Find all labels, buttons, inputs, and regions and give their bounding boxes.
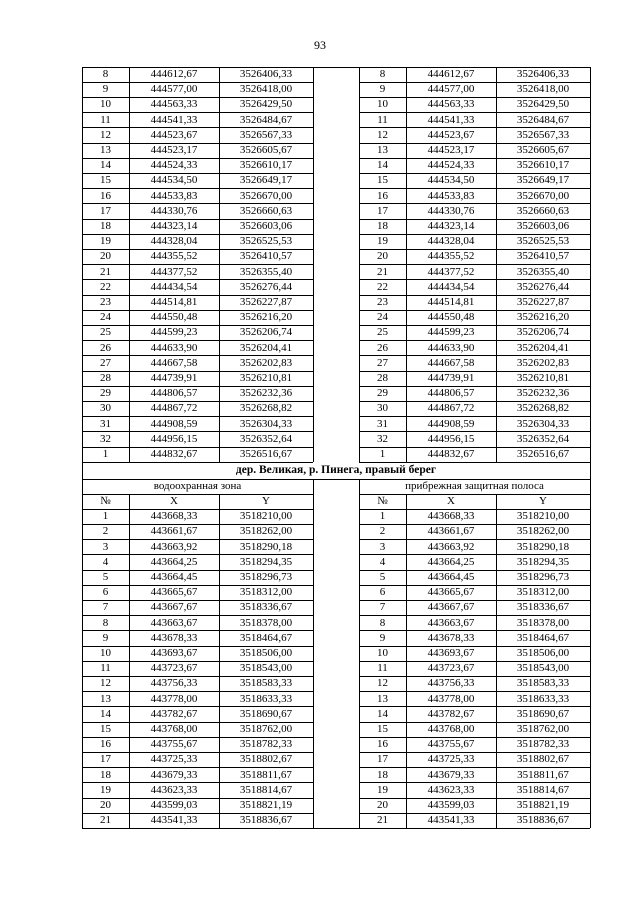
y-coordinate: 3526603,06 — [516, 220, 570, 232]
point-number: 8 — [102, 68, 109, 80]
y-coordinate: 3518762,00 — [516, 723, 570, 735]
point-number: 9 — [379, 83, 386, 96]
point-number: 21 — [377, 814, 388, 827]
point-number: 12 — [100, 128, 111, 141]
x-coordinate: 444514,81 — [427, 296, 475, 308]
y-coordinate: 3526567,33 — [239, 128, 293, 141]
y-coordinate: 3518543,00 — [239, 662, 293, 675]
x-coordinate: 444739,91 — [150, 372, 198, 384]
x-coordinate: 443663,67 — [427, 616, 475, 629]
x-coordinate: 444355,52 — [150, 250, 198, 263]
point-number: 7 — [379, 601, 386, 614]
x-coordinate: 444563,33 — [150, 98, 198, 111]
x-coordinate: 443541,33 — [150, 814, 198, 827]
x-coordinate: 444434,54 — [150, 280, 198, 293]
x-coordinate: 444633,90 — [150, 341, 198, 354]
point-number: 19 — [377, 235, 388, 248]
x-coordinate: 443663,67 — [150, 616, 198, 629]
x-coordinate: 444577,00 — [150, 83, 198, 96]
y-coordinate: 3518633,33 — [239, 692, 293, 705]
x-coordinate: 444524,33 — [150, 159, 198, 172]
x-coordinate: 443663,92 — [427, 540, 475, 553]
x-coordinate: 444541,33 — [427, 113, 475, 126]
x-coordinate: 443755,67 — [427, 738, 475, 751]
x-coordinate: 443664,25 — [150, 555, 198, 568]
y-coordinate: 3526610,17 — [516, 159, 570, 172]
y-coordinate: 3526202,83 — [516, 356, 570, 369]
y-coordinate: 3518336,67 — [239, 601, 293, 614]
y-coordinate: 3526525,53 — [239, 235, 293, 248]
point-number: 13 — [377, 144, 388, 156]
x-coordinate: 444612,67 — [427, 68, 475, 80]
x-coordinate: 443756,33 — [150, 677, 198, 690]
point-number: 15 — [100, 174, 111, 187]
point-number: 1 — [379, 448, 386, 460]
x-coordinate: 444832,67 — [150, 448, 198, 460]
x-coordinate: 443668,33 — [427, 510, 475, 523]
point-number: 26 — [377, 341, 388, 354]
x-coordinate: 444355,52 — [427, 250, 475, 263]
point-number: 15 — [377, 723, 388, 735]
y-coordinate: 3526605,67 — [239, 144, 293, 156]
point-number: 17 — [100, 753, 111, 766]
x-coordinate: 443668,33 — [150, 510, 198, 523]
y-coordinate: 3518811,67 — [240, 768, 292, 781]
y-coordinate: 3518690,67 — [239, 707, 293, 720]
x-coordinate: 443756,33 — [427, 677, 475, 690]
column-header-x: X — [170, 495, 178, 508]
y-coordinate: 3518836,67 — [239, 814, 293, 827]
y-coordinate: 3526227,87 — [516, 296, 570, 308]
y-coordinate: 3526418,00 — [239, 83, 293, 96]
y-coordinate: 3518802,67 — [239, 753, 293, 766]
point-number: 30 — [100, 402, 111, 415]
y-coordinate: 3526410,57 — [516, 250, 570, 263]
point-number: 18 — [377, 220, 388, 232]
x-coordinate: 443541,33 — [427, 814, 475, 827]
point-number: 2 — [379, 525, 386, 538]
point-number: 13 — [377, 692, 388, 705]
x-coordinate: 444377,52 — [150, 265, 198, 278]
y-coordinate: 3526216,20 — [516, 311, 570, 324]
point-number: 22 — [377, 280, 388, 293]
y-coordinate: 3518690,67 — [516, 707, 570, 720]
y-coordinate: 3526206,74 — [516, 326, 570, 339]
y-coordinate: 3526406,33 — [239, 68, 293, 80]
point-number: 12 — [377, 677, 388, 690]
y-coordinate: 3518836,67 — [516, 814, 570, 827]
x-coordinate: 443678,33 — [150, 631, 198, 644]
column-header-number: № — [377, 495, 388, 508]
x-coordinate: 444523,67 — [150, 128, 198, 141]
point-number: 29 — [100, 387, 111, 400]
x-coordinate: 443725,33 — [427, 753, 475, 766]
x-coordinate: 444523,17 — [427, 144, 475, 156]
point-number: 11 — [100, 113, 111, 126]
point-number: 8 — [102, 616, 109, 629]
point-number: 19 — [100, 235, 111, 248]
y-coordinate: 3526210,81 — [516, 372, 570, 384]
x-coordinate: 443768,00 — [150, 723, 198, 735]
point-number: 17 — [100, 204, 111, 217]
x-coordinate: 443778,00 — [427, 692, 475, 705]
y-coordinate: 3526304,33 — [239, 417, 293, 430]
y-coordinate: 3518464,67 — [239, 631, 293, 644]
x-coordinate: 444550,48 — [150, 311, 198, 324]
point-number: 13 — [100, 144, 111, 156]
point-number: 21 — [100, 265, 111, 278]
point-number: 18 — [100, 220, 111, 232]
point-number: 10 — [100, 98, 111, 111]
y-coordinate: 3526603,06 — [239, 220, 293, 232]
x-coordinate: 444599,23 — [427, 326, 475, 339]
point-number: 12 — [377, 128, 388, 141]
x-coordinate: 443679,33 — [150, 768, 198, 781]
y-coordinate: 3518378,00 — [239, 616, 293, 629]
point-number: 10 — [377, 98, 388, 111]
column-header-y: Y — [539, 495, 547, 508]
y-coordinate: 3526406,33 — [516, 68, 570, 80]
x-coordinate: 443778,00 — [150, 692, 198, 705]
x-coordinate: 444908,59 — [150, 417, 198, 430]
y-coordinate: 3526216,20 — [239, 311, 293, 324]
point-number: 14 — [100, 159, 111, 172]
point-number: 15 — [377, 174, 388, 187]
x-coordinate: 444377,52 — [427, 265, 475, 278]
x-coordinate: 443599,03 — [150, 799, 198, 811]
point-number: 20 — [100, 799, 111, 811]
x-coordinate: 444667,58 — [150, 356, 198, 369]
point-number: 19 — [377, 783, 388, 796]
x-coordinate: 444550,48 — [427, 311, 475, 324]
x-coordinate: 444667,58 — [427, 356, 475, 369]
point-number: 5 — [102, 571, 109, 583]
x-coordinate: 444328,04 — [150, 235, 198, 248]
x-coordinate: 444612,67 — [150, 68, 198, 80]
point-number: 18 — [377, 768, 388, 781]
point-number: 17 — [377, 753, 388, 766]
x-coordinate: 443663,92 — [150, 540, 198, 553]
y-coordinate: 3526610,17 — [239, 159, 293, 172]
x-coordinate: 443623,33 — [150, 783, 198, 796]
page-number: 93 — [314, 38, 326, 52]
point-number: 18 — [100, 768, 111, 781]
y-coordinate: 3526268,82 — [516, 402, 570, 415]
point-number: 13 — [100, 692, 111, 705]
point-number: 16 — [377, 189, 388, 202]
x-coordinate: 444323,14 — [150, 220, 198, 232]
y-coordinate: 3518583,33 — [239, 677, 293, 690]
y-coordinate: 3526567,33 — [516, 128, 570, 141]
water-protection-zone-caption: водоохранная зона — [153, 480, 242, 493]
y-coordinate: 3526660,63 — [516, 204, 570, 217]
y-coordinate: 3526304,33 — [516, 417, 570, 430]
y-coordinate: 3518762,00 — [239, 723, 293, 735]
x-coordinate: 443678,33 — [427, 631, 475, 644]
point-number: 11 — [100, 662, 111, 675]
y-coordinate: 3518294,35 — [516, 555, 570, 568]
x-coordinate: 444867,72 — [150, 402, 198, 415]
y-coordinate: 3526670,00 — [239, 189, 293, 202]
x-coordinate: 444524,33 — [427, 159, 475, 172]
y-coordinate: 3526352,64 — [239, 432, 293, 445]
point-number: 28 — [100, 372, 111, 384]
coastal-protective-strip-caption: прибрежная защитная полоса — [405, 480, 544, 493]
x-coordinate: 444956,15 — [150, 432, 198, 445]
point-number: 2 — [102, 525, 109, 538]
y-coordinate: 3518296,73 — [516, 571, 570, 583]
y-coordinate: 3518210,00 — [239, 510, 293, 523]
y-coordinate: 3518583,33 — [516, 677, 570, 690]
y-coordinate: 3526202,83 — [239, 356, 293, 369]
y-coordinate: 3518290,18 — [239, 540, 293, 553]
y-coordinate: 3518543,00 — [516, 662, 570, 675]
y-coordinate: 3526605,67 — [516, 144, 570, 156]
x-coordinate: 443623,33 — [427, 783, 475, 796]
point-number: 10 — [377, 647, 388, 659]
x-coordinate: 444599,23 — [150, 326, 198, 339]
section-title: дер. Великая, р. Пинега, правый берег — [235, 464, 437, 477]
y-coordinate: 3526210,81 — [239, 372, 293, 384]
y-coordinate: 3518506,00 — [239, 647, 293, 659]
point-number: 31 — [100, 417, 111, 430]
point-number: 5 — [379, 571, 386, 583]
y-coordinate: 3526232,36 — [516, 387, 570, 400]
point-number: 17 — [377, 204, 388, 217]
x-coordinate: 444323,14 — [427, 220, 475, 232]
y-coordinate: 3526525,53 — [516, 235, 570, 248]
point-number: 31 — [377, 417, 388, 430]
y-coordinate: 3526232,36 — [239, 387, 293, 400]
point-number: 24 — [100, 311, 111, 324]
y-coordinate: 3518814,67 — [516, 783, 570, 796]
x-coordinate: 443667,67 — [150, 601, 198, 614]
x-coordinate: 444533,83 — [427, 189, 475, 202]
y-coordinate: 3526484,67 — [239, 113, 293, 126]
point-number: 1 — [379, 510, 386, 523]
x-coordinate: 443725,33 — [150, 753, 198, 766]
point-number: 27 — [377, 356, 388, 369]
point-number: 3 — [102, 540, 109, 553]
point-number: 14 — [377, 159, 388, 172]
point-number: 28 — [377, 372, 388, 384]
x-coordinate: 443693,67 — [427, 647, 475, 659]
y-coordinate: 3526355,40 — [516, 265, 570, 278]
point-number: 21 — [100, 814, 111, 827]
x-coordinate: 444523,67 — [427, 128, 475, 141]
point-number: 15 — [100, 723, 111, 735]
column-header-number: № — [100, 495, 111, 508]
point-number: 22 — [100, 280, 111, 293]
point-number: 32 — [377, 432, 388, 445]
y-coordinate: 3526410,57 — [239, 250, 293, 263]
point-number: 26 — [100, 341, 111, 354]
x-coordinate: 444328,04 — [427, 235, 475, 248]
x-coordinate: 444434,54 — [427, 280, 475, 293]
x-coordinate: 443661,67 — [150, 525, 198, 538]
point-number: 4 — [102, 555, 109, 568]
y-coordinate: 3526660,63 — [239, 204, 293, 217]
x-coordinate: 444908,59 — [427, 417, 475, 430]
y-coordinate: 3518814,67 — [239, 783, 293, 796]
point-number: 12 — [100, 677, 111, 690]
point-number: 27 — [100, 356, 111, 369]
point-number: 23 — [100, 296, 111, 308]
point-number: 24 — [377, 311, 388, 324]
point-number: 6 — [379, 586, 386, 599]
x-coordinate: 443723,67 — [427, 662, 475, 675]
x-coordinate: 443693,67 — [150, 647, 198, 659]
y-coordinate: 3526649,17 — [239, 174, 293, 187]
point-number: 16 — [377, 738, 388, 751]
point-number: 25 — [377, 326, 388, 339]
y-coordinate: 3518312,00 — [516, 586, 570, 599]
x-coordinate: 444541,33 — [150, 113, 198, 126]
point-number: 11 — [377, 662, 388, 675]
x-coordinate: 444533,83 — [150, 189, 198, 202]
y-coordinate: 3518633,33 — [516, 692, 570, 705]
y-coordinate: 3526352,64 — [516, 432, 570, 445]
x-coordinate: 443661,67 — [427, 525, 475, 538]
y-coordinate: 3526268,82 — [239, 402, 293, 415]
y-coordinate: 3518336,67 — [516, 601, 570, 614]
x-coordinate: 444514,81 — [150, 296, 198, 308]
y-coordinate: 3526418,00 — [516, 83, 570, 96]
y-coordinate: 3526204,41 — [516, 341, 570, 354]
point-number: 32 — [100, 432, 111, 445]
point-number: 19 — [100, 783, 111, 796]
x-coordinate: 444867,72 — [427, 402, 475, 415]
y-coordinate: 3518811,67 — [517, 768, 569, 781]
point-number: 8 — [379, 68, 386, 80]
point-number: 16 — [100, 189, 111, 202]
y-coordinate: 3518312,00 — [239, 586, 293, 599]
y-coordinate: 3526276,44 — [516, 280, 570, 293]
point-number: 14 — [377, 707, 388, 720]
x-coordinate: 444577,00 — [427, 83, 475, 96]
x-coordinate: 444523,17 — [150, 144, 198, 156]
x-coordinate: 444534,50 — [150, 174, 198, 187]
y-coordinate: 3518210,00 — [516, 510, 570, 523]
y-coordinate: 3526516,67 — [516, 448, 570, 460]
x-coordinate: 443782,67 — [150, 707, 198, 720]
x-coordinate: 443679,33 — [427, 768, 475, 781]
point-number: 8 — [379, 616, 386, 629]
point-number: 9 — [102, 83, 109, 96]
x-coordinate: 443664,45 — [150, 571, 198, 583]
x-coordinate: 443723,67 — [150, 662, 198, 675]
y-coordinate: 3518294,35 — [239, 555, 293, 568]
point-number: 1 — [102, 510, 109, 523]
point-number: 25 — [100, 326, 111, 339]
y-coordinate: 3526429,50 — [516, 98, 570, 111]
x-coordinate: 443667,67 — [427, 601, 475, 614]
y-coordinate: 3526670,00 — [516, 189, 570, 202]
column-header-y: Y — [262, 495, 270, 508]
x-coordinate: 443664,45 — [427, 571, 475, 583]
y-coordinate: 3518506,00 — [516, 647, 570, 659]
y-coordinate: 3526484,67 — [516, 113, 570, 126]
x-coordinate: 443664,25 — [427, 555, 475, 568]
y-coordinate: 3526206,74 — [239, 326, 293, 339]
point-number: 20 — [100, 250, 111, 263]
x-coordinate: 444806,57 — [427, 387, 475, 400]
x-coordinate: 443768,00 — [427, 723, 475, 735]
point-number: 7 — [102, 601, 109, 614]
x-coordinate: 444956,15 — [427, 432, 475, 445]
x-coordinate: 444739,91 — [427, 372, 475, 384]
y-coordinate: 3526227,87 — [239, 296, 293, 308]
point-number: 9 — [102, 631, 109, 644]
y-coordinate: 3518296,73 — [239, 571, 293, 583]
point-number: 6 — [102, 586, 109, 599]
y-coordinate: 3518782,33 — [239, 738, 293, 751]
y-coordinate: 3518262,00 — [239, 525, 293, 538]
x-coordinate: 444633,90 — [427, 341, 475, 354]
y-coordinate: 3518290,18 — [516, 540, 570, 553]
y-coordinate: 3526355,40 — [239, 265, 293, 278]
point-number: 1 — [102, 448, 109, 460]
point-number: 11 — [377, 113, 388, 126]
point-number: 3 — [379, 540, 386, 553]
point-number: 23 — [377, 296, 388, 308]
y-coordinate: 3526276,44 — [239, 280, 293, 293]
y-coordinate: 3518802,67 — [516, 753, 570, 766]
point-number: 14 — [100, 707, 111, 720]
point-number: 21 — [377, 265, 388, 278]
x-coordinate: 444806,57 — [150, 387, 198, 400]
y-coordinate: 3518378,00 — [516, 616, 570, 629]
y-coordinate: 3526516,67 — [239, 448, 293, 460]
y-coordinate: 3526429,50 — [239, 98, 293, 111]
x-coordinate: 444534,50 — [427, 174, 475, 187]
point-number: 16 — [100, 738, 111, 751]
x-coordinate: 444563,33 — [427, 98, 475, 111]
y-coordinate: 3526204,41 — [239, 341, 293, 354]
y-coordinate: 3526649,17 — [516, 174, 570, 187]
x-coordinate: 444832,67 — [427, 448, 475, 460]
x-coordinate: 443665,67 — [150, 586, 198, 599]
x-coordinate: 443665,67 — [427, 586, 475, 599]
point-number: 10 — [100, 647, 111, 659]
point-number: 20 — [377, 250, 388, 263]
y-coordinate: 3518821,19 — [516, 799, 570, 811]
y-coordinate: 3518464,67 — [516, 631, 570, 644]
point-number: 4 — [379, 555, 386, 568]
point-number: 9 — [379, 631, 386, 644]
x-coordinate: 443599,03 — [427, 799, 475, 811]
x-coordinate: 444330,76 — [427, 204, 475, 217]
y-coordinate: 3518782,33 — [516, 738, 570, 751]
point-number: 30 — [377, 402, 388, 415]
x-coordinate: 443782,67 — [427, 707, 475, 720]
y-coordinate: 3518262,00 — [516, 525, 570, 538]
point-number: 29 — [377, 387, 388, 400]
point-number: 20 — [377, 799, 388, 811]
x-coordinate: 443755,67 — [150, 738, 198, 751]
y-coordinate: 3518821,19 — [239, 799, 293, 811]
column-header-x: X — [447, 495, 455, 508]
x-coordinate: 444330,76 — [150, 204, 198, 217]
